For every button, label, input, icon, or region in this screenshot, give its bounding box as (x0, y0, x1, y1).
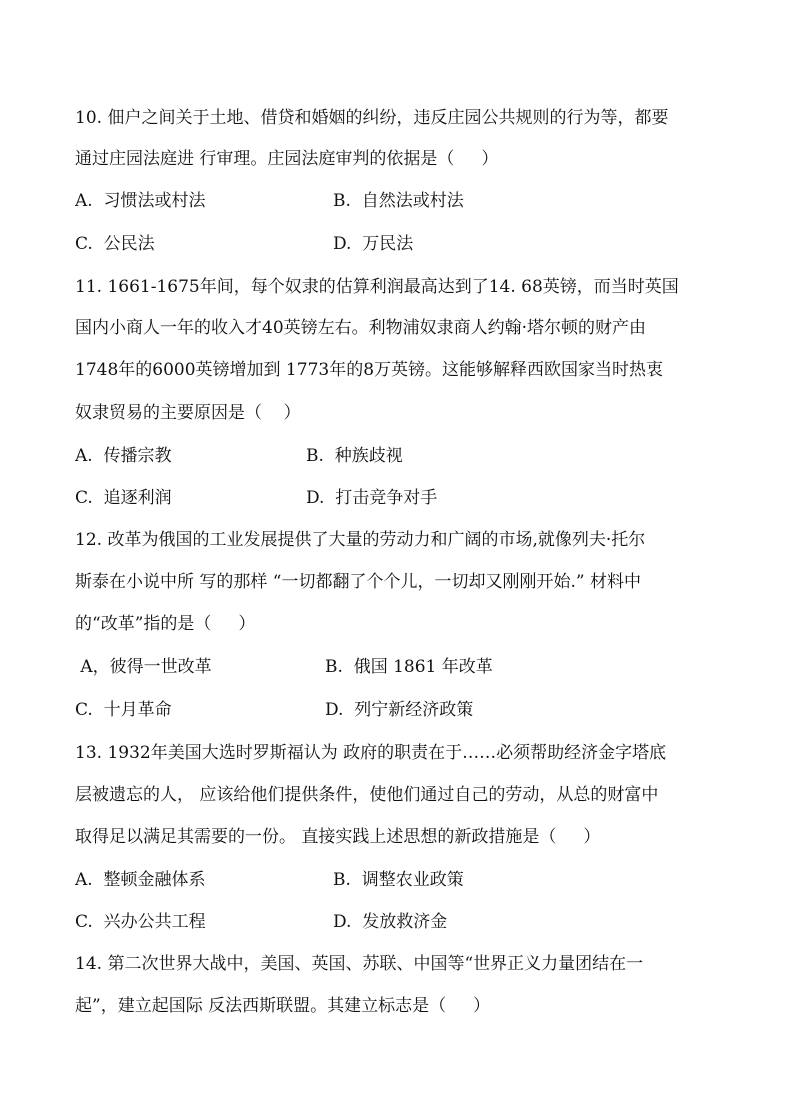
q10-line-2: 通过庄园法庭进 行审理。庄园法庭审判的依据是（ ） (75, 149, 499, 169)
q13-option-b: B. 调整农业政策 (333, 870, 464, 890)
q10-line-1: 10. 佃户之间关于土地、借贷和婚姻的纠纷，违反庄园公共规则的行为等，都要 (75, 108, 669, 128)
q13-option-d: D. 发放救济金 (333, 912, 448, 932)
q12-line-3: 的“改革”指的是（ ） (75, 614, 256, 634)
q12-option-c: C. 十月革命 (75, 700, 172, 720)
q12-line-1: 12. 改革为俄国的工业发展提供了大量的劳动力和广阔的市场,就像列夫·托尔 (75, 530, 646, 550)
q11-option-b: B. 种族歧视 (306, 446, 403, 466)
q13-option-c: C. 兴办公共工程 (75, 912, 206, 932)
q13-option-a: A. 整顿金融体系 (75, 870, 206, 890)
q11-line-2: 国内小商人一年的收入才40英镑左右。利物浦奴隶商人约翰·塔尔顿的财产由 (75, 318, 647, 338)
q12-option-d: D. 列宁新经济政策 (325, 700, 474, 720)
q11-option-a: A. 传播宗教 (75, 446, 172, 466)
q14-line-2: 起”，建立起国际 反法西斯联盟。其建立标志是（ ） (75, 996, 491, 1016)
q14-line-1: 14. 第二次世界大战中，美国、英国、苏联、中国等“世界正义力量团结在一 (75, 954, 644, 974)
q11-line-4: 奴隶贸易的主要原因是（ ） (75, 403, 301, 423)
q10-option-a: A. 习惯法或村法 (75, 191, 206, 211)
q12-option-b: B. 俄国 1861 年改革 (325, 657, 493, 677)
q10-option-c: C. 公民法 (75, 234, 155, 254)
q11-option-d: D. 打击竞争对手 (306, 488, 438, 508)
q13-line-3: 取得足以满足其需要的一份。 直接实践上述思想的新政措施是（ ） (75, 827, 601, 847)
q10-option-d: D. 万民法 (333, 234, 414, 254)
q12-option-a: A，彼得一世改革 (75, 657, 212, 677)
q11-line-3: 1748年的6000英镑增加到 1773年的8万英镑。这能够解释西欧国家当时热衷 (75, 360, 664, 380)
q13-line-1: 13. 1932年美国大选时罗斯福认为 政府的职责在于……必须帮助经济金字塔底 (75, 743, 667, 763)
q11-line-1: 11. 1661-1675年间，每个奴隶的估算利润最高达到了14. 68英镑，而当时英国 (75, 277, 679, 297)
q11-option-c: C. 追逐利润 (75, 488, 172, 508)
q10-option-b: B. 自然法或村法 (333, 191, 464, 211)
q12-line-2: 斯泰在小说中所 写的那样 “一切都翻了个个儿，一切却又刚刚开始.” 材料中 (75, 572, 641, 592)
q13-line-2: 层被遗忘的人， 应该给他们提供条件，使他们通过自己的劳动，从总的财富中 (75, 785, 659, 805)
